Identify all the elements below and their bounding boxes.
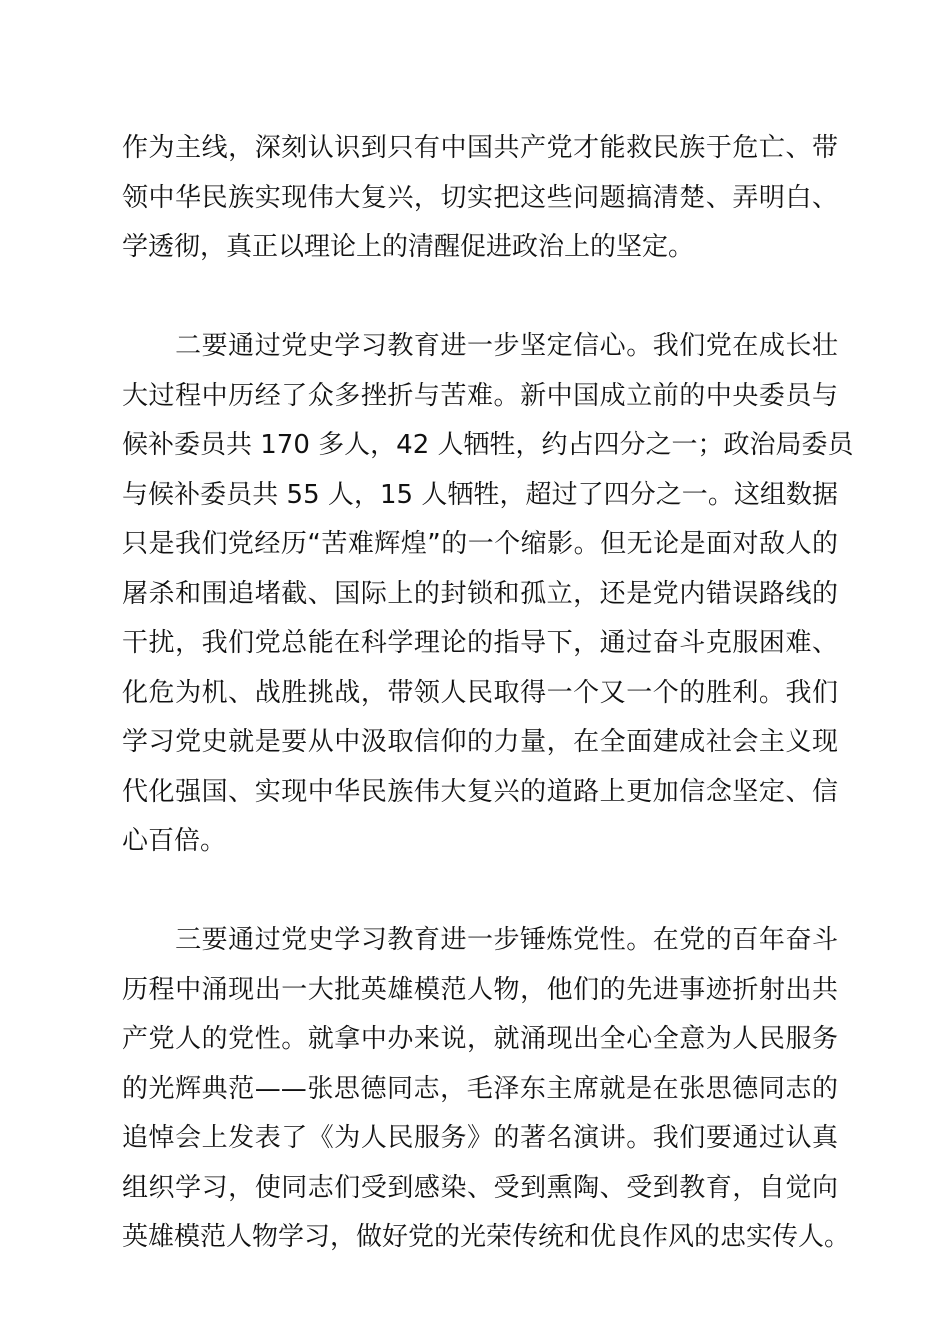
text-line: 产党人的党性。就拿中办来说，就涌现出全心全意为人民服务 xyxy=(122,1024,838,1054)
text-line: 学透彻，真正以理论上的清醒促进政治上的坚定。 xyxy=(122,232,695,262)
paragraph-3 xyxy=(122,916,851,1263)
text-line: 大过程中历经了众多挫折与苦难。新中国成立前的中央委员与 xyxy=(122,380,838,411)
text-line: 追悼会上发表了《为人民服务》的著名演讲。我们要通过认真 xyxy=(122,1123,838,1153)
paragraph-1 xyxy=(122,124,838,273)
text-line: 作为主线，深刻认识到只有中国共产党才能救民族于危亡、带 xyxy=(122,133,838,163)
text-line: 历程中涌现出一大批英雄模范人物，他们的先进事迹折射出共 xyxy=(122,974,838,1005)
text-line: 只是我们党经历“苦难辉煌”的一个缩影。但无论是面对敌人的 xyxy=(122,529,838,559)
text-line: 化危为机、战胜挑战，带领人民取得一个又一个的胜利。我们 xyxy=(122,677,838,708)
text-line: 领中华民族实现伟大复兴，切实把这些问题搞清楚、弄明白、 xyxy=(122,182,838,213)
paragraph-spacer xyxy=(122,273,838,323)
text-line: 英雄模范人物学习，做好党的光荣传统和优良作风的忠实传人。 xyxy=(122,1222,851,1252)
text-line: 二要通过党史学习教育进一步坚定信心。我们党在成长壮 xyxy=(122,331,838,361)
text-line: 干扰，我们党总能在科学理论的指导下，通过奋斗克服困难、 xyxy=(122,628,838,658)
text-line: 代化强国、实现中华民族伟大复兴的道路上更加信念坚定、信 xyxy=(122,776,838,807)
text-line: 的光辉典范——张思德同志，毛泽东主席就是在张思德同志的 xyxy=(122,1073,838,1104)
text-line: 组织学习，使同志们受到感染、受到熏陶、受到教育，自觉向 xyxy=(122,1172,838,1203)
text-line: 候补委员共 170 多人，42 人牺牲，约占四分之一；政治局委员 xyxy=(122,430,854,460)
text-line: 与候补委员共 55 人，15 人牺牲，超过了四分之一。这组数据 xyxy=(122,479,838,510)
paragraph-spacer xyxy=(122,867,838,917)
text-line: 屠杀和围追堵截、国际上的封锁和孤立，还是党内错误路线的 xyxy=(122,578,838,609)
text-line: 学习党史就是要从中汲取信仰的力量，在全面建成社会主义现 xyxy=(122,727,838,757)
text-line: 三要通过党史学习教育进一步锤炼党性。在党的百年奋斗 xyxy=(122,925,838,955)
document-body xyxy=(122,124,854,1263)
text-line: 心百倍。 xyxy=(122,826,227,856)
paragraph-2 xyxy=(122,322,854,867)
